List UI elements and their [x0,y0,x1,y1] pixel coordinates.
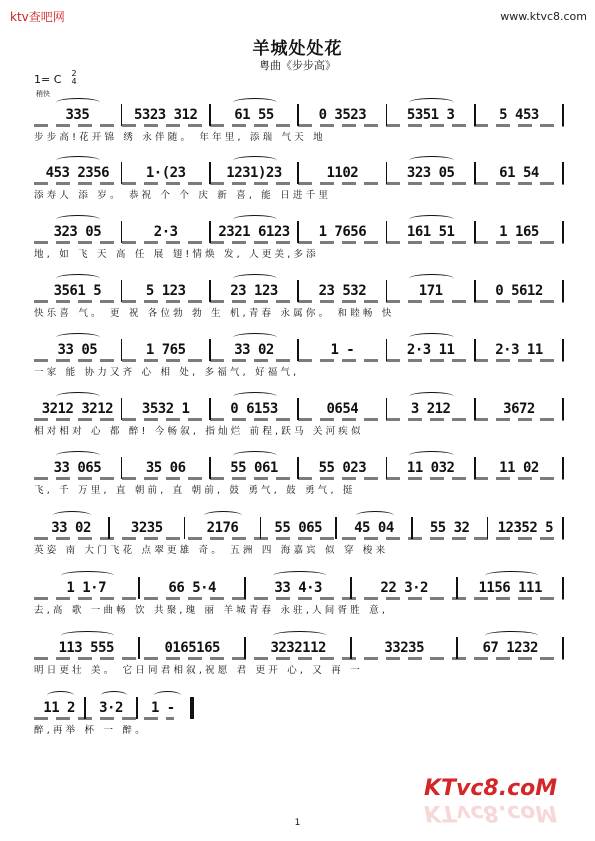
slur-mark [101,691,128,700]
beam-underline [34,537,564,540]
measure: 2·3 11 [495,342,543,358]
measure: 61 54 [499,165,539,181]
site-name-left: ktv查吧网 [10,10,65,24]
slur-mark [61,571,114,580]
score-system [34,397,564,443]
slur-mark [409,98,453,107]
score-system [34,103,564,149]
lyrics-line: 地, 如 飞 天 高 任 展 翅!情焕 发, 人更美,多添 [34,249,319,260]
bar-line [562,104,564,126]
measure: 55 061 [230,460,278,476]
measure: 113 555 [58,640,114,656]
bar-line [562,162,564,184]
measure: 453 2356 [45,165,110,181]
tempo-marking: 稍快 [36,90,50,98]
bar-line [562,517,564,539]
score-system [34,696,194,742]
bar-line [562,577,564,599]
measure: 1·(23 [145,165,186,181]
beam-underline [34,477,564,480]
measure: 55 32 [429,520,470,536]
bar-line [190,697,194,719]
bar-line [562,339,564,361]
measure: 2·3 11 [406,342,455,358]
slur-mark [233,392,277,401]
measure: 33235 [384,640,425,656]
measure: 23 123 [230,283,278,299]
slur-mark [56,333,100,342]
measure: 0 6153 [230,401,278,417]
measure: 33 02 [51,520,91,536]
measure: 23 532 [318,283,367,299]
measure: 33 4·3 [274,580,322,596]
score-system [34,338,564,384]
measure: 5351 3 [406,107,455,123]
slur-mark [409,451,453,460]
lyrics-line: 步步高!花开锦 绣 永伴随。 年年里, 添瑞 气天 地 [34,132,326,143]
bar-line [562,221,564,243]
measure: 0 5612 [495,283,543,299]
lyrics-line: 明日更壮 美。 它日同君相叙,祝愿 君 更开 心, 又 再 一 [34,665,363,676]
measure: 3672 [503,401,535,417]
measure: 33 05 [57,342,98,358]
time-bottom: 4 [71,77,77,86]
beam-underline [34,657,564,660]
measure: 33 02 [234,342,274,358]
slur-mark [53,511,91,520]
lyrics-line: 快乐喜 气。 更 祝 各位勃 勃 生 机,青春 永属你。 和睦畅 快 [34,308,395,319]
measure: 3·2 [99,700,123,716]
slur-mark [485,631,538,640]
measure: 161 51 [406,224,455,240]
slur-mark [233,333,277,342]
song-title: 羊城处处花 [252,39,343,59]
measure: 3232112 [270,640,326,656]
time-signature [69,70,79,86]
score-system [34,220,564,266]
slur-mark [409,392,453,401]
lyrics-line: 英姿 南 大门飞花 点翠更雄 奇。 五洲 四 海嘉宾 似 穿 梭来 [34,545,389,556]
measure: 33 065 [53,460,102,476]
measure: 3212 3212 [41,401,114,417]
slur-mark [273,571,326,580]
lyrics-line: 添寿人 添 岁。 恭祝 个 个 庆 新 喜, 能 日进千里 [34,190,332,201]
slur-mark [485,571,538,580]
measure: 11 2 [43,700,75,716]
slur-mark [409,333,453,342]
score-system [34,516,564,562]
bar-line [562,280,564,302]
slur-mark [204,511,242,520]
slur-mark [273,631,326,640]
lyrics-line: 一家 能 协力又齐 心 相 处, 多福气, 好福气, [34,367,300,378]
bar-line [562,457,564,479]
measure: 5323 312 [133,107,198,123]
ktvc8-logo-reflection: KTvc8.coM [424,800,558,825]
measure: 3532 1 [141,401,190,417]
measure: 323 05 [53,224,102,240]
measure: 5 453 [499,107,539,123]
measure: 1156 111 [478,580,542,596]
slur-mark [356,511,394,520]
slur-mark [56,451,100,460]
slur-mark [47,691,74,700]
measure: 22 3·2 [380,580,428,596]
beam-underline [34,597,564,600]
measure: 1 - [330,342,355,358]
beam-underline [34,418,564,421]
slur-mark [56,98,100,107]
key-signature: 1= C [34,73,62,86]
measure: 1 765 [145,342,186,358]
lyrics-line: 醉,再举 杯 一 醉。 [34,725,148,736]
score-system [34,279,564,325]
slur-mark [409,156,453,165]
beam-underline [34,300,564,303]
measure: 67 1232 [482,640,538,656]
measure: 2176 [206,520,239,536]
slur-mark [56,274,100,283]
site-url-right: www.ktvc8.com [500,10,587,23]
measure: 5 123 [145,283,186,299]
beam-underline [34,717,174,720]
measure: 1 165 [499,224,539,240]
bar-line [562,398,564,420]
measure: 12352 5 [497,520,554,536]
slur-mark [154,691,181,700]
beam-underline [34,182,564,185]
measure: 2·3 [153,224,178,240]
slur-mark [409,215,453,224]
measure: 61 55 [234,107,274,123]
measure: 3561 5 [53,283,102,299]
measure: 2321 6123 [218,224,290,240]
page-number: 1 [294,818,301,828]
ktvc8-logo: KTvc8.coM [424,776,558,801]
beam-underline [34,359,564,362]
lyrics-line: 去,高 歌 一曲畅 饮 共聚,瑰 丽 羊城青春 永驻,人间胥胜 意, [34,605,389,616]
slur-mark [233,215,277,224]
measure: 55 023 [318,460,367,476]
measure: 0 3523 [318,107,367,123]
slur-mark [233,451,277,460]
measure: 1231)23 [226,165,282,181]
beam-underline [34,124,564,127]
measure: 66 5·4 [168,580,216,596]
measure: 45 04 [354,520,394,536]
score-system [34,456,564,502]
slur-mark [56,215,100,224]
measure: 3235 [130,520,163,536]
slur-mark [56,156,100,165]
lyrics-line: 相对相对 心 都 醉! 今畅叙, 指灿烂 前程,跃马 关河疾似 [34,426,364,437]
score-system [34,161,564,207]
score-system [34,576,564,622]
slur-mark [409,274,453,283]
measure: 3 212 [410,401,451,417]
song-subtitle: 粤曲《步步高》 [259,59,336,72]
measure: 323 05 [406,165,455,181]
measure: 55 065 [274,520,322,536]
measure: 1 1·7 [66,580,107,596]
score-system [34,636,564,682]
measure: 1102 [326,165,359,181]
slur-mark [233,274,277,283]
slur-mark [56,392,100,401]
slur-mark [233,156,277,165]
measure: 0654 [326,401,359,417]
measure: 0165165 [164,640,220,656]
slur-mark [61,631,114,640]
lyrics-line: 飞, 千 万里, 直 朝前, 直 朝前, 鼓 勇气, 鼓 勇气, 挺 [34,485,356,496]
measure: 11 032 [406,460,455,476]
time-top: 2 [71,69,77,78]
beam-underline [34,241,564,244]
measure: 171 [418,283,443,299]
measure: 35 06 [145,460,186,476]
bar-line [562,637,564,659]
measure: 11 02 [499,460,539,476]
measure: 1 7656 [318,224,367,240]
measure: 1 - [150,700,175,716]
measure: 335 [65,107,90,123]
slur-mark [233,98,277,107]
